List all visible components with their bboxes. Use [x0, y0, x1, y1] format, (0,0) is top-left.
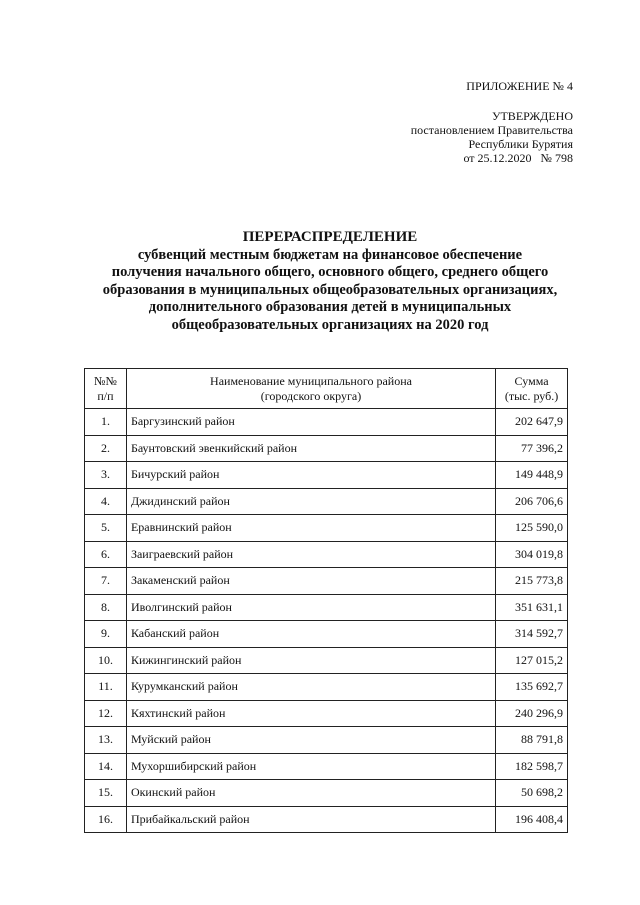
- amount-cell: 240 296,9: [496, 700, 568, 727]
- header-number-line2: п/п: [97, 388, 114, 403]
- district-name-cell: Закаменский район: [126, 568, 495, 595]
- district-name-cell: Мухоршибирский район: [126, 753, 495, 780]
- title-heading: ПЕРЕРАСПРЕДЕЛЕНИЕ: [242, 229, 418, 245]
- title-line: получения начального общего, основного общего, среднего общего: [111, 264, 549, 280]
- header-sum-line1: Сумма: [514, 373, 549, 388]
- district-name-cell: Баргузинский район: [126, 409, 495, 436]
- title-line: общеобразовательных организациях на 2020 год: [171, 316, 489, 333]
- table-row: [85, 727, 568, 754]
- subsidy-table: [84, 368, 568, 833]
- table-row: [85, 435, 568, 462]
- row-number-cell: 3.: [85, 462, 127, 489]
- row-number-cell: 7.: [85, 568, 127, 595]
- title-line: дополнительного образования детей в муниципальных: [148, 299, 512, 315]
- approval-line: Республики Бурятия: [468, 137, 573, 151]
- title-line: субвенций местным бюджетам на финансовое обеспечение: [137, 246, 523, 263]
- district-name-cell: Курумканский район: [126, 674, 495, 701]
- row-number-cell: 15.: [85, 780, 127, 807]
- district-name-cell: Окинский район: [126, 780, 495, 807]
- header-name: [126, 369, 495, 409]
- table-header-row: [85, 369, 568, 409]
- row-number-cell: 14.: [85, 753, 127, 780]
- table-row: [85, 647, 568, 674]
- district-name-cell: Еравнинский район: [126, 515, 495, 542]
- amount-cell: 149 448,9: [496, 462, 568, 489]
- row-number-cell: 1.: [85, 409, 127, 436]
- district-name-cell: Кижингинский район: [126, 647, 495, 674]
- row-number-cell: 2.: [85, 435, 127, 462]
- table-row: [85, 594, 568, 621]
- document-title: [80, 229, 580, 334]
- amount-cell: 125 590,0: [496, 515, 568, 542]
- district-name-cell: Муйский район: [126, 727, 495, 754]
- header-name-line1: Наименование муниципального района: [210, 373, 412, 388]
- approval-line: постановлением Правительства: [410, 123, 573, 137]
- header-name-line2: (городского округа): [260, 388, 362, 403]
- table-row: [85, 753, 568, 780]
- table-row: [85, 621, 568, 648]
- district-name-cell: Джидинский район: [126, 488, 495, 515]
- amount-cell: 206 706,6: [496, 488, 568, 515]
- table-row: [85, 700, 568, 727]
- table-row: [85, 541, 568, 568]
- row-number-cell: 9.: [85, 621, 127, 648]
- row-number-cell: 13.: [85, 727, 127, 754]
- table-row: [85, 515, 568, 542]
- amount-cell: 77 396,2: [496, 435, 568, 462]
- amount-cell: 196 408,4: [496, 806, 568, 833]
- table-row: [85, 806, 568, 833]
- district-name-cell: Кяхтинский район: [126, 700, 495, 727]
- header-sum-line2: (тыс. руб.): [504, 388, 559, 403]
- table-body: [85, 409, 568, 833]
- title-line: образования в муниципальных общеобразовательных организациях,: [102, 281, 558, 298]
- row-number-cell: 10.: [85, 647, 127, 674]
- approved-label: УТВЕРЖДЕНО: [491, 109, 573, 123]
- district-name-cell: Заиграевский район: [126, 541, 495, 568]
- district-name-cell: Кабанский район: [126, 621, 495, 648]
- row-number-cell: 4.: [85, 488, 127, 515]
- amount-cell: 215 773,8: [496, 568, 568, 595]
- amount-cell: 50 698,2: [496, 780, 568, 807]
- row-number-cell: 6.: [85, 541, 127, 568]
- amount-cell: 351 631,1: [496, 594, 568, 621]
- approval-date-line: от 25.12.2020 № 798: [463, 151, 573, 165]
- amount-cell: 135 692,7: [496, 674, 568, 701]
- appendix-label: ПРИЛОЖЕНИЕ № 4: [466, 79, 573, 93]
- table-row: [85, 568, 568, 595]
- header-number-line1: №№: [94, 373, 117, 388]
- amount-cell: 314 592,7: [496, 621, 568, 648]
- row-number-cell: 8.: [85, 594, 127, 621]
- district-name-cell: Баунтовский эвенкийский район: [126, 435, 495, 462]
- row-number-cell: 16.: [85, 806, 127, 833]
- table-row: [85, 488, 568, 515]
- district-name-cell: Иволгинский район: [126, 594, 495, 621]
- table-row: [85, 462, 568, 489]
- amount-cell: 202 647,9: [496, 409, 568, 436]
- amount-cell: 182 598,7: [496, 753, 568, 780]
- row-number-cell: 5.: [85, 515, 127, 542]
- table-row: [85, 780, 568, 807]
- amount-cell: 304 019,8: [496, 541, 568, 568]
- table-row: [85, 674, 568, 701]
- row-number-cell: 11.: [85, 674, 127, 701]
- district-name-cell: Бичурский район: [126, 462, 495, 489]
- header-number: [85, 369, 127, 409]
- row-number-cell: 12.: [85, 700, 127, 727]
- approval-block: [411, 79, 573, 165]
- amount-cell: 88 791,8: [496, 727, 568, 754]
- district-name-cell: Прибайкальский район: [126, 806, 495, 833]
- header-sum: [496, 369, 568, 409]
- table-row: [85, 409, 568, 436]
- amount-cell: 127 015,2: [496, 647, 568, 674]
